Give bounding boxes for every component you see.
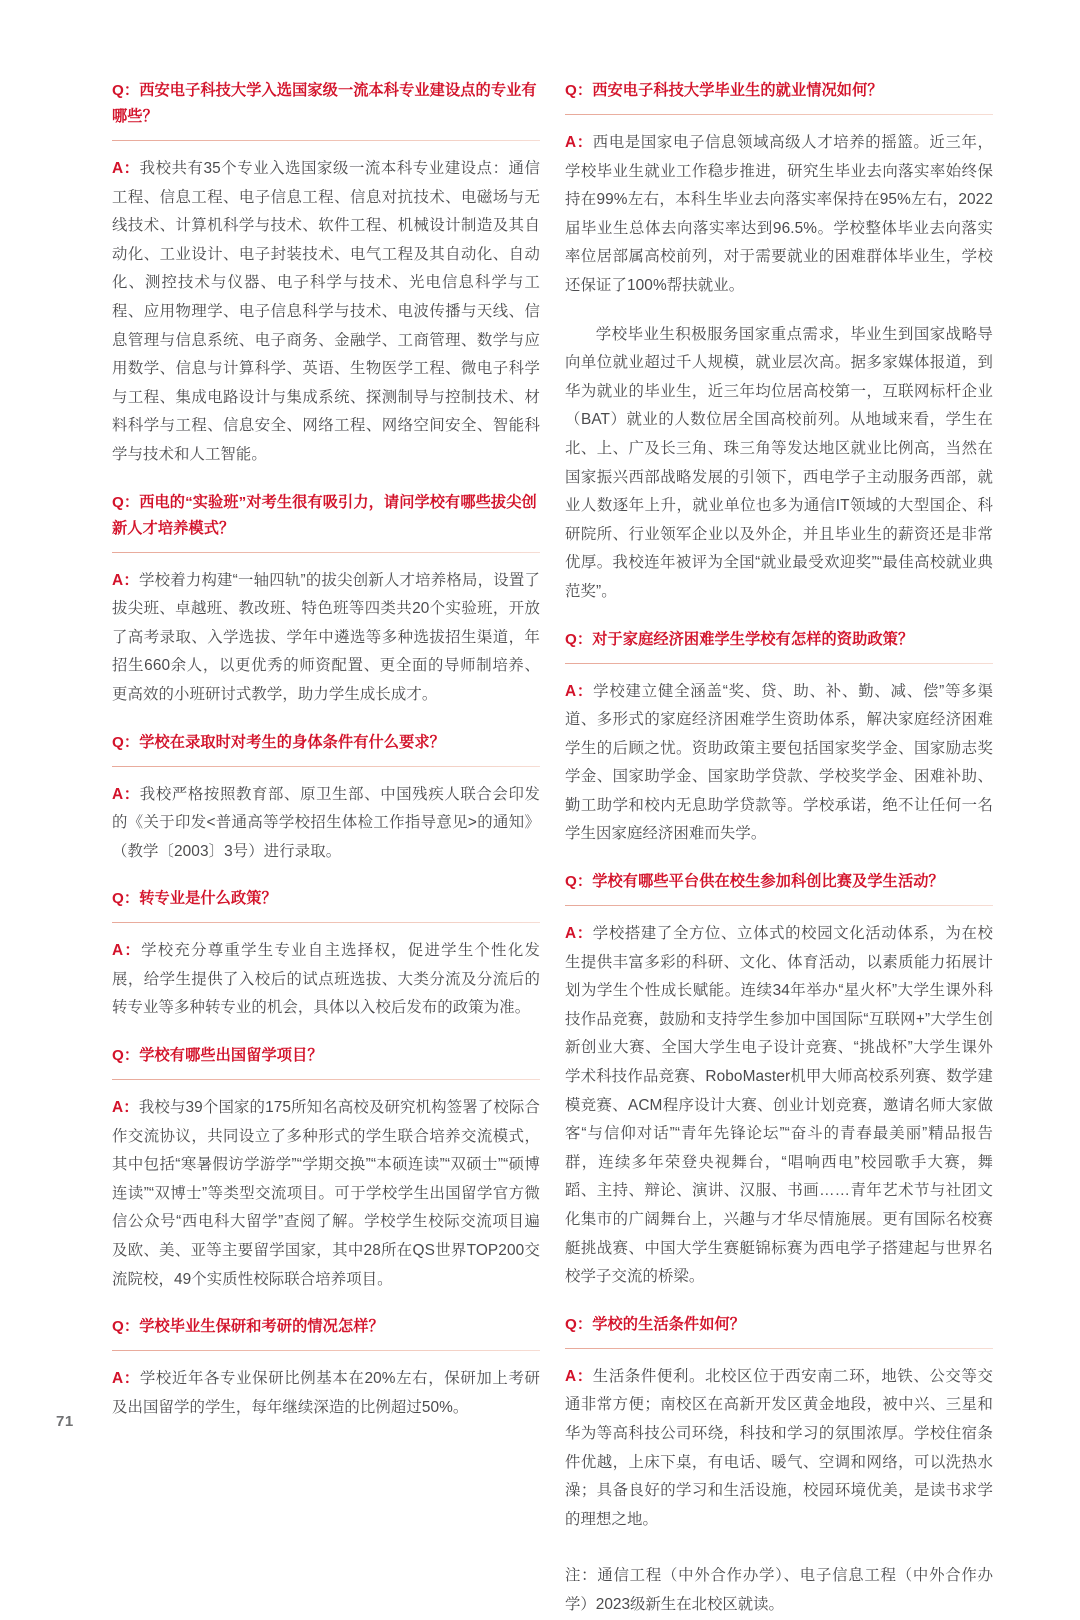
answer-text: 学校近年各专业保研比例基本在20%左右，保研加上考研及出国留学的学生，每年继续深造的比例超过50%。 bbox=[112, 1370, 540, 1416]
qa-block bbox=[112, 730, 540, 867]
answer-paragraph bbox=[112, 1365, 540, 1422]
two-column-layout bbox=[112, 78, 993, 1620]
answer-paragraph bbox=[112, 781, 540, 867]
right-column bbox=[565, 78, 993, 1620]
answer-text: 西电是国家电子信息领域高级人才培养的摇篮。近三年，学校毕业生就业工作稳步推进，研究生毕业去向落实率始终保持在99%左右，本科生毕业去向落实率保持在95%左右，2022届毕业生总体去向落实率达到96.5%。学校整体毕业去向落实率位居部属高校前列，对于需要就业的困难群体毕业生，学校还保证了100%帮扶就业。 bbox=[565, 134, 993, 294]
question-heading: Q：西安电子科技大学入选国家级一流本科专业建设点的专业有哪些？ bbox=[112, 82, 537, 125]
answer-text: 学校着力构建“一轴四轨”的拔尖创新人才培养格局，设置了拔尖班、卓越班、教改班、特色班等四类共20个实验班，开放了高考录取、入学选拔、学年中遴选等多种选拔招生渠道，年招生660余人，以更优秀的师资配置、更全面的导师制培养、更高效的小班研讨式教学，助力学生成长成才。 bbox=[112, 571, 540, 703]
question-heading: Q：学校在录取时对考生的身体条件有什么要求？ bbox=[112, 733, 445, 751]
answer-marker: A： bbox=[112, 1099, 139, 1117]
question-divider bbox=[565, 663, 993, 664]
answer-marker: A： bbox=[112, 160, 140, 177]
answer-paragraph bbox=[565, 129, 993, 301]
answer-paragraph bbox=[565, 920, 993, 1292]
question-divider bbox=[112, 1350, 540, 1351]
answer-paragraph bbox=[112, 155, 540, 470]
answer-marker: A： bbox=[565, 134, 593, 151]
answer-paragraph bbox=[112, 1094, 540, 1294]
qa-block bbox=[112, 886, 540, 1023]
question-divider bbox=[112, 140, 540, 141]
question-divider bbox=[565, 905, 993, 906]
question-heading: Q：西安电子科技大学毕业生的就业情况如何？ bbox=[565, 82, 883, 99]
question-heading: Q：学校毕业生保研和考研的情况怎样？ bbox=[112, 1318, 384, 1336]
qa-block bbox=[112, 78, 540, 470]
question-divider bbox=[112, 552, 540, 553]
answer-marker: A： bbox=[565, 925, 593, 943]
answer-marker: A： bbox=[112, 785, 140, 803]
qa-block bbox=[565, 869, 993, 1292]
answer-paragraph bbox=[565, 1363, 993, 1535]
footnote: 注：通信工程（中外合作办学）、电子信息工程（中外合作办学）2023级新生在北校区就读。 bbox=[565, 1567, 993, 1613]
qa-block bbox=[112, 490, 540, 710]
answer-extra-paragraph: 学校毕业生积极服务国家重点需求，毕业生到国家战略导向单位就业超过千人规模，就业层次高。据多家媒体报道，到华为就业的毕业生，近三年均位居高校第一，互联网标杆企业（BAT）就业的人数位居全国高校前列。从地域来看，学生在北、上、广及长三角、珠三角等发达地区就业比例高，当然在国家振兴西部战略发展的引领下，西电学子主动服务西部，就业人数逐年上升，就业单位也多为通信IT领域的大型国企、科研院所、行业领军企业以及外企，并且毕业生的薪资还是非常优厚。我校连年被评为全国“就业最受欢迎奖”“最佳高校就业典范奖”。 bbox=[565, 325, 993, 600]
answer-text: 生活条件便利。北校区位于西安南二环，地铁、公交等交通非常方便；南校区在高新开发区黄金地段，被中兴、三星和华为等高科技公司环绕，科技和学习的氛围浓厚。学校住宿条件优越，上床下桌，有电话、暖气、空调和网络，可以洗热水澡；具备良好的学习和生活设施，校园环境优美，是读书求学的理想之地。 bbox=[565, 1367, 993, 1528]
question-divider bbox=[112, 922, 540, 923]
left-column bbox=[112, 78, 540, 1620]
qa-block bbox=[565, 627, 993, 850]
answer-paragraph bbox=[565, 678, 993, 850]
answer-paragraph bbox=[112, 937, 540, 1023]
answer-marker: A： bbox=[112, 571, 139, 589]
answer-marker: A： bbox=[112, 942, 142, 960]
question-heading: Q：学校的生活条件如何？ bbox=[565, 1315, 746, 1333]
answer-text: 学校充分尊重学生专业自主选择权，促进学生个性化发展，给学生提供了入校后的试点班选拔、大类分流及分流后的转专业等多种转专业的机会，具体以入校后发布的政策为准。 bbox=[112, 942, 540, 1017]
answer-text: 学校建立健全涵盖“奖、贷、助、补、勤、减、偿”等多渠道、多形式的家庭经济困难学生资助体系，解决家庭经济困难学生的后顾之忧。资助政策主要包括国家奖学金、国家励志奖学金、国家助学金、国家助学贷款、学校奖学金、困难补助、勤工助学和校内无息助学贷款等。学校承诺，绝不让任何一名学生因家庭经济困难而失学。 bbox=[565, 682, 993, 843]
answer-text: 学校搭建了全方位、立体式的校园文化活动体系，为在校生提供丰富多彩的科研、文化、体育活动，以素质能力拓展计划为学生个性成长赋能。连续34年举办“星火杯”大学生课外科技作品竞赛，鼓励和支持学生参加中国国际“互联网+”大学生创新创业大赛、全国大学生电子设计竞赛、“挑战杯”大学生课外学术科技作品竞赛、RoboMaster机甲大师高校系列赛、数学建模竞赛、ACM程序设计大赛、创业计划竞赛，邀请名师大家做客“与信仰对话”“青年先锋论坛”“奋斗的青春最美丽”精品报告群，连续多年荣登央视舞台，“唱响西电”校园歌手大赛，舞蹈、主持、辩论、演讲、汉服、书画……青年艺术节与社团文化集市的广阔舞台上，兴趣与才华尽情施展。更有国际名校赛艇挑战赛、中国大学生赛艇锦标赛为西电学子搭建起与世界名校学子交流的桥梁。 bbox=[565, 925, 993, 1286]
qa-block bbox=[565, 78, 993, 607]
answer-paragraph bbox=[112, 567, 540, 710]
footnote-spacer bbox=[565, 1554, 993, 1562]
answer-marker: A： bbox=[565, 682, 594, 700]
answer-text: 我校与39个国家的175所知名高校及研究机构签署了校际合作交流协议，共同设立了多种形式的学生联合培养交流模式，其中包括“寒暑假访学游学”“学期交换”“本硕连读”“双硕士”“硕博连读”“双博士”等类型交流项目。可于学校学生出国留学官方微信公众号“西电科大留学”查阅了解。学校学生校际交流项目遍及欧、美、亚等主要留学国家，其中28所在QS世界TOP200交流院校，49个实质性校际联合培养项目。 bbox=[112, 1099, 540, 1288]
question-heading: Q：学校有哪些平台供在校生参加科创比赛及学生活动？ bbox=[565, 873, 944, 891]
question-heading: Q：对于家庭经济困难学生学校有怎样的资助政策？ bbox=[565, 630, 914, 648]
qa-block bbox=[112, 1043, 540, 1294]
answer-marker: A： bbox=[112, 1370, 140, 1388]
question-divider bbox=[565, 114, 993, 115]
answer-text: 我校共有35个专业入选国家级一流本科专业建设点：通信工程、信息工程、电子信息工程、信息对抗技术、电磁场与无线技术、计算机科学与技术、软件工程、机械设计制造及其自动化、工业设计、电子封装技术、电气工程及其自动化、自动化、测控技术与仪器、电子科学与技术、光电信息科学与工程、应用物理学、电子信息科学与技术、电波传播与天线、信息管理与信息系统、电子商务、金融学、工商管理、数学与应用数学、信息与计算科学、英语、生物医学工程、微电子科学与工程、集成电路设计与集成系统、探测制导与控制技术、材料科学与工程、信息安全、网络工程、网络空间安全、智能科学与技术和人工智能。 bbox=[112, 160, 540, 463]
question-divider bbox=[565, 1348, 993, 1349]
question-divider bbox=[112, 766, 540, 767]
question-heading: Q：转专业是什么政策？ bbox=[112, 890, 277, 908]
question-heading: Q：西电的“实验班”对考生很有吸引力，请问学校有哪些拔尖创新人才培养模式？ bbox=[112, 493, 537, 537]
answer-marker: A： bbox=[565, 1367, 593, 1385]
qa-block bbox=[565, 1312, 993, 1535]
question-divider bbox=[112, 1079, 540, 1080]
page-number: 71 bbox=[56, 1413, 74, 1430]
answer-text: 我校严格按照教育部、原卫生部、中国残疾人联合会印发的《关于印发<普通高等学校招生体检工作指导意见>的通知》（教学〔2003〕3号）进行录取。 bbox=[112, 785, 540, 860]
qa-block bbox=[112, 1314, 540, 1422]
question-heading: Q：学校有哪些出国留学项目？ bbox=[112, 1047, 323, 1065]
